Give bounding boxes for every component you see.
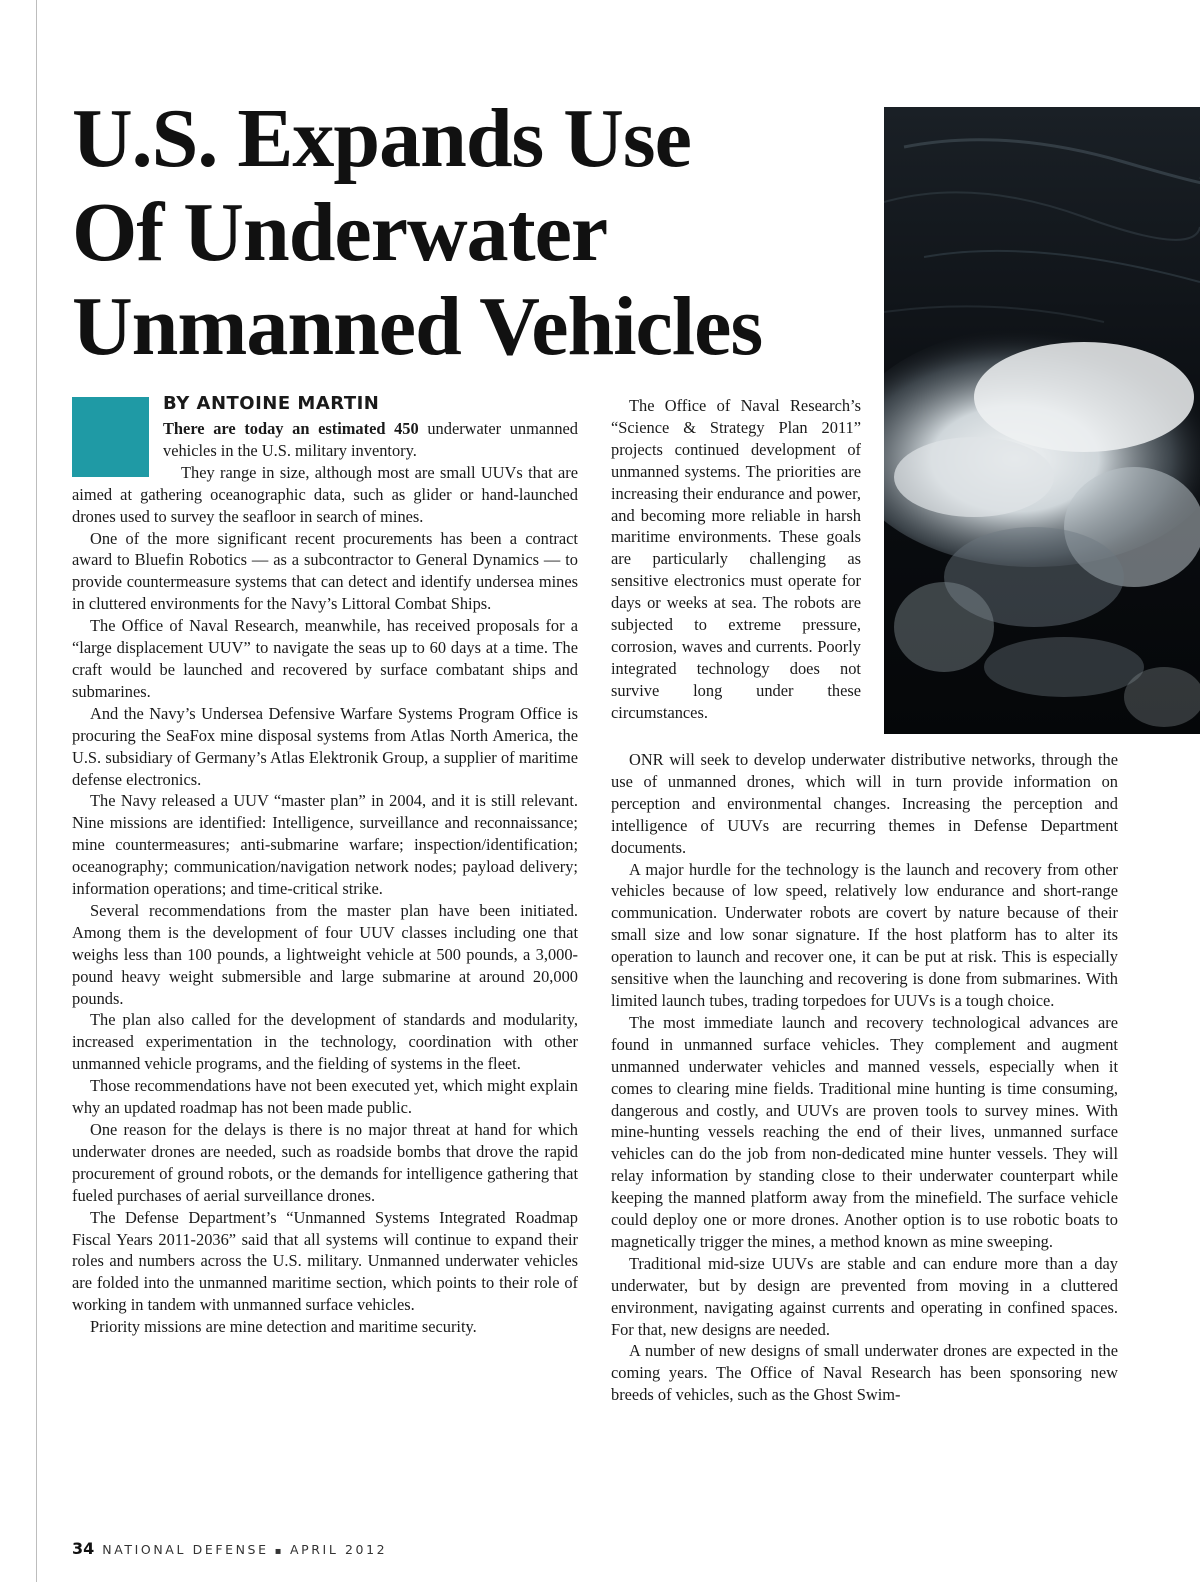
body-paragraph: A major hurdle for the technology is the launch and recovery from other vehicles because of low speed, relatively low endurance and short-range communication. Underwater robots are covert by nature because of their small size and low sonar signature. If the host platform has to alter its operation to launch and recover one, it can be put at risk. This is especially sensitive when the launching and recovering is done from submarines. With limited launch tubes, trading torpedoes for UUVs is a tough choice. [611, 859, 1118, 1010]
body-paragraph: One of the more significant recent procurements has been a contract award to Bluefin Robotics — as a subcontractor to General Dynamics — to provide countermeasure systems that can detect and identify undersea mines in cluttered environments for the Navy’s Littoral Combat Ships. [72, 528, 578, 614]
body-paragraph: One reason for the delays is there is no major threat at hand for which underwater drones are needed, such as roadside bombs that drove the rapid procurement of ground robots, or the demands for intelligence gathering that fueled purchases of aerial surveillance drones. [72, 1120, 578, 1205]
body-paragraph: Several recommendations from the master plan have been initiated. Among them is the development of four UUV classes including one that weighs less than 100 pounds, a lightweight vehicle at 500 pounds, a 3,000-pound heavy weight submersible and large submarine at around 20,000 pounds. [72, 900, 578, 1008]
body-paragraph: The plan also called for the development of standards and modularity, increased experimentation in the technology, coordination with other unmanned vehicle programs, and the fielding of systems in the fleet. [72, 1010, 578, 1074]
body-paragraph: ONR will seek to develop underwater distributive networks, through the use of unmanned drones, which will in turn provide information on perception and environmental changes. Increasing the perception and intelligence of UUVs are recurring themes in Defense Department documents. [611, 750, 1118, 857]
author-byline: BY ANTOINE MARTIN [163, 393, 380, 414]
body-paragraph: Those recommendations have not been executed yet, which might explain why an updated roadmap has not been made public. [72, 1076, 578, 1118]
body-paragraph: The most immediate launch and recovery technological advances are found in unmanned surface vehicles. They complement and augment unmanned underwater vehicles and manned vessels, especially when it comes to clearing mine fields. Traditional mine hunting is time consuming, dangerous and costly, and UUVs are proven tools to survey mines. With mine-hunting vessels reaching the end of their lives, unmanned surface vehicles can do the job from non-dedicated mine hunter vessels. They will relay information by standing close to their underwater counterpart while keeping the manned platform away from the minefield. The surface vehicle could deploy one or more drones. Another option is to use robotic boats to magnetically trigger the mines, a method known as mine sweeping. [611, 1012, 1118, 1251]
ocean-water-photo [884, 107, 1200, 734]
body-paragraph: Traditional mid-size UUVs are stable and can endure more than a day underwater, but by design are prevented from moving in a cluttered environment, navigating against currents and operating in confined spaces. For that, new designs are needed. [611, 1253, 1118, 1339]
body-paragraph: The Office of Naval Research, meanwhile, has received proposals for a “large displacement UUV” to navigate the seas up to 60 days at a time. The craft would be launched and recovered by surface combatant ships and submarines. [72, 616, 578, 701]
page-footer [72, 1539, 387, 1558]
body-paragraph: They range in size, although most are small UUVs that are aimed at gathering oceanographic data, such as glider or hand-launched drones used to survey the seafloor in search of mines. [72, 462, 578, 526]
body-paragraph: The Navy released a UUV “master plan” in 2004, and it is still relevant. Nine missions are identified: Intelligence, surveillance and reconnaissance; mine countermeasures; anti-submarine warfare; inspection/identification; oceanography; communication/navigation network nodes; payload delivery; information operations; and time-critical strike. [72, 791, 578, 899]
body-paragraph: A number of new designs of small underwater drones are expected in the coming years. The Office of Naval Research has been sponsoring new breeds of vehicles, such as the Ghost Swim- [611, 1341, 1118, 1405]
footer-separator: ▪ [274, 1546, 284, 1557]
right-column-top [611, 395, 861, 724]
margin-rule [36, 0, 37, 1582]
body-paragraph: The Office of Naval Research’s “Science & Strategy Plan 2011” projects continued development of unmanned systems. The priorities are increasing their endurance and power, and becoming more reliable in harsh maritime environments. These goals are particularly challenging as sensitive electronics must operate for days or weeks at sea. The robots are subjected to extreme pressure, corrosion, waves and currents. Poorly integrated technology does not survive long under these circumstances. [611, 396, 861, 722]
issue-date: APRIL 2012 [289, 1542, 388, 1557]
lead-emphasis: There are today an estimated 450 [163, 419, 419, 438]
right-column [611, 749, 1118, 1406]
left-column [72, 418, 578, 1338]
lead-text: underwater unmanned vehicles in the U.S. military inventory. [163, 419, 578, 460]
article-headline [72, 92, 872, 374]
body-paragraph: And the Navy’s Undersea Defensive Warfare Systems Program Office is procuring the SeaFox mine disposal systems from Atlas North America, the U.S. subsidiary of Germany’s Atlas Elektronik Group, a supplier of maritime defense electronics. [72, 703, 578, 789]
headline-line-3: Unmanned Vehicles [72, 280, 763, 373]
publication-name: NATIONAL DEFENSE [102, 1542, 269, 1557]
body-paragraph: Priority missions are mine detection and maritime security. [90, 1317, 477, 1337]
page-number: 34 [72, 1539, 95, 1558]
headline-line-1: U.S. Expands Use [72, 92, 691, 185]
lead-paragraph [72, 418, 578, 462]
body-paragraph: The Defense Department’s “Unmanned Systems Integrated Roadmap Fiscal Years 2011-2036” said that all systems will continue to expand their roles and numbers across the U.S. military. Unmanned underwater vehicles are folded into the unmanned maritime section, which points to their role of working in tandem with unmanned surface vehicles. [72, 1207, 578, 1315]
headline-line-2: Of Underwater [72, 186, 608, 279]
